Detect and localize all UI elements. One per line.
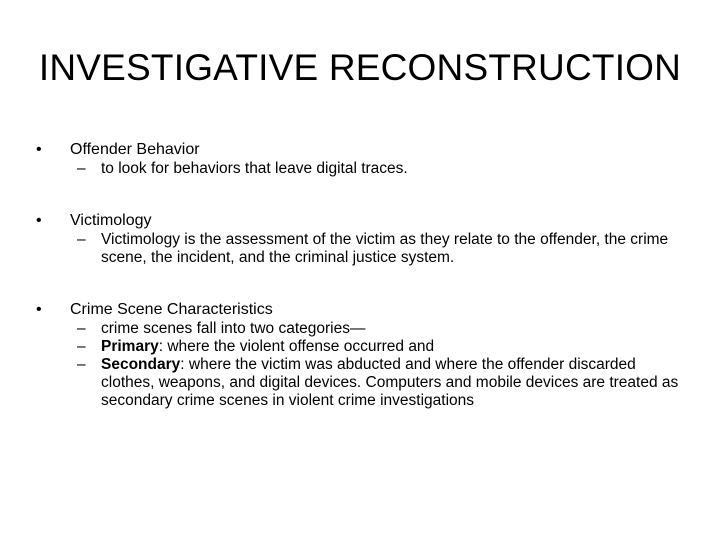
dash-glyph: – <box>77 231 86 248</box>
dash-glyph: – <box>77 320 86 337</box>
sub-item <box>36 320 686 338</box>
sub-item-text: : where the victim was abducted and where the offender discarded clothes, weapons, and digital devices. Computers and mobile devices are treated as secondary crime scenes in violent crime investigations <box>101 356 679 409</box>
sub-item-term: Secondary <box>101 356 181 373</box>
slide-body <box>36 140 686 410</box>
bullet-label: Crime Scene Characteristics <box>70 301 273 318</box>
sub-item-text: : where the violent offense occurred and <box>158 338 435 355</box>
sub-list <box>36 160 686 178</box>
sub-item <box>36 231 686 267</box>
sub-list <box>36 320 686 410</box>
sub-item-text: crime scenes fall into two categories— <box>101 320 366 337</box>
sub-item-text: to look for behaviors that leave digital traces. <box>101 160 408 177</box>
sub-item-text: Victimology is the assessment of the victim as they relate to the offender, the crime scene, the incident, and the criminal justice system. <box>101 231 669 266</box>
bullet-glyph: • <box>36 212 42 229</box>
sub-item <box>36 160 686 178</box>
slide-title: INVESTIGATIVE RECONSTRUCTION <box>38 47 682 88</box>
bullet-label: Offender Behavior <box>70 141 200 158</box>
sub-item-term: Primary <box>101 338 159 355</box>
sub-list <box>36 231 686 267</box>
bullet-offender-behavior <box>36 140 686 160</box>
dash-glyph: – <box>77 160 86 177</box>
sub-item-primary <box>36 338 686 356</box>
bullet-label: Victimology <box>70 212 152 229</box>
sub-item-secondary <box>36 356 686 410</box>
bullet-crime-scene-characteristics <box>36 300 686 320</box>
dash-glyph: – <box>77 338 86 355</box>
bullet-victimology <box>36 211 686 231</box>
bullet-glyph: • <box>36 301 42 318</box>
bullet-glyph: • <box>36 141 42 158</box>
dash-glyph: – <box>77 356 86 373</box>
